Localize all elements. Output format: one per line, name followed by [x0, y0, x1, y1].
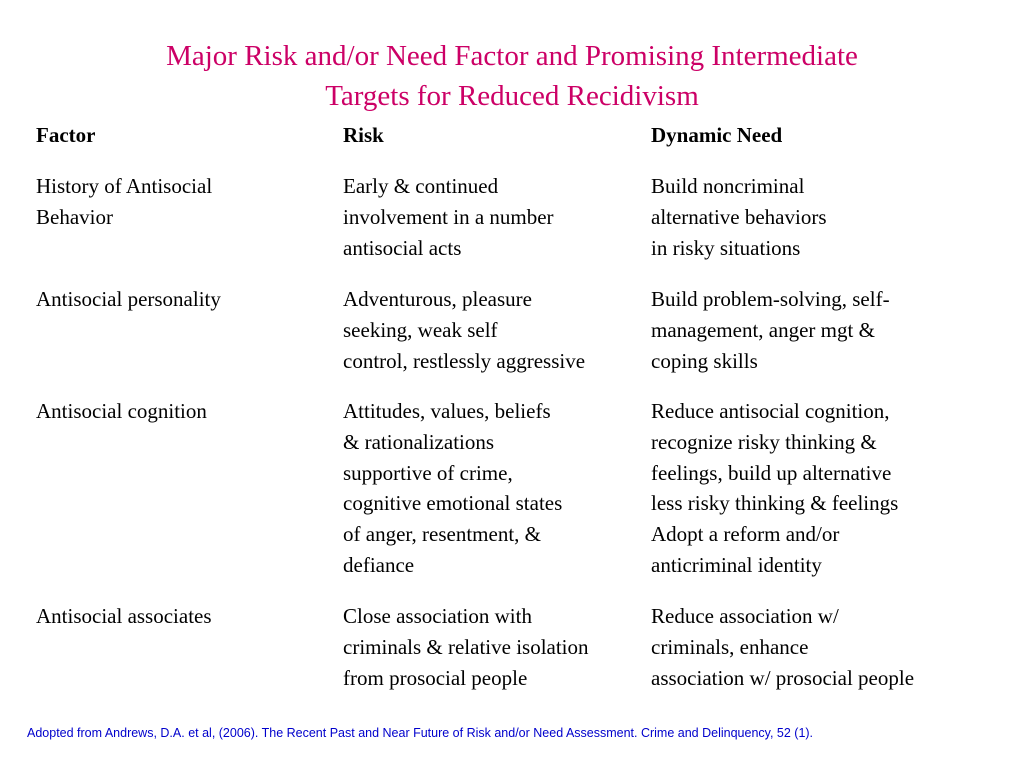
title-line-2: Targets for Reduced Recidivism	[325, 80, 699, 112]
cell-line: History of Antisocial	[36, 174, 213, 198]
cell-line: & rationalizations	[343, 429, 495, 454]
cell-line: Attitudes, values, beliefs	[343, 399, 551, 423]
cell-line: Reduce association w/	[651, 604, 839, 628]
cell-line: Antisocial cognition	[36, 399, 207, 423]
cell-line: criminals & relative isolation	[343, 634, 589, 659]
cell-line: Antisocial associates	[36, 604, 212, 628]
cell-line: Close association with	[343, 604, 532, 628]
row-1-need	[651, 171, 1021, 263]
header-risk: Risk	[343, 123, 384, 147]
cell-line: alternative behaviors	[651, 204, 827, 229]
cell-line: Reduce antisocial cognition,	[651, 399, 890, 423]
cell-line: criminals, enhance	[651, 634, 809, 659]
cell-line: Behavior	[36, 204, 113, 229]
row-1-risk	[343, 171, 648, 263]
cell-line: recognize risky thinking &	[651, 429, 877, 454]
cell-line: Build problem-solving, self-	[651, 287, 890, 311]
row-4-factor	[36, 601, 336, 632]
cell-line: Build noncriminal	[651, 174, 805, 198]
cell-line: management, anger mgt &	[651, 317, 875, 342]
header-dynamic-need: Dynamic Need	[651, 123, 783, 147]
header-factor: Factor	[36, 123, 96, 147]
row-1-factor	[36, 171, 336, 233]
cell-line: association w/ prosocial people	[651, 665, 915, 690]
cell-line: Adopt a reform and/or	[651, 522, 840, 547]
row-2-factor	[36, 284, 336, 315]
cell-line: in risky situations	[651, 235, 801, 260]
cell-line: cognitive emotional states	[343, 491, 563, 516]
cell-line: control, restlessly aggressive	[343, 348, 586, 373]
cell-line: anticriminal identity	[651, 552, 822, 577]
cell-line: Antisocial personality	[36, 287, 221, 311]
cell-line: defiance	[343, 552, 415, 577]
title-line-1: Major Risk and/or Need Factor and Promising Intermediate	[166, 40, 858, 72]
row-4-risk	[343, 601, 648, 693]
row-3-factor	[36, 396, 336, 427]
row-3-risk	[343, 396, 648, 581]
cell-line: Adventurous, pleasure	[343, 287, 532, 311]
cell-line: seeking, weak self	[343, 317, 498, 342]
row-2-need	[651, 284, 1021, 376]
cell-line: less risky thinking & feelings	[651, 491, 899, 516]
cell-line: supportive of crime,	[343, 460, 513, 485]
row-4-need	[651, 601, 1021, 693]
row-3-need	[651, 396, 1021, 581]
cell-line: antisocial acts	[343, 235, 462, 260]
cell-line: Early & continued	[343, 174, 499, 198]
cell-line: of anger, resentment, &	[343, 522, 542, 547]
cell-line: from prosocial people	[343, 665, 528, 690]
cell-line: feelings, build up alternative	[651, 460, 892, 485]
row-2-risk	[343, 284, 648, 376]
cell-line: involvement in a number	[343, 204, 554, 229]
citation-footer: Adopted from Andrews, D.A. et al, (2006). The Recent Past and Near Future of Risk and/or Need Assessment. Crime and Delinquency, 52 (1).	[27, 726, 814, 740]
slide-title	[0, 36, 1024, 116]
cell-line: coping skills	[651, 348, 758, 373]
